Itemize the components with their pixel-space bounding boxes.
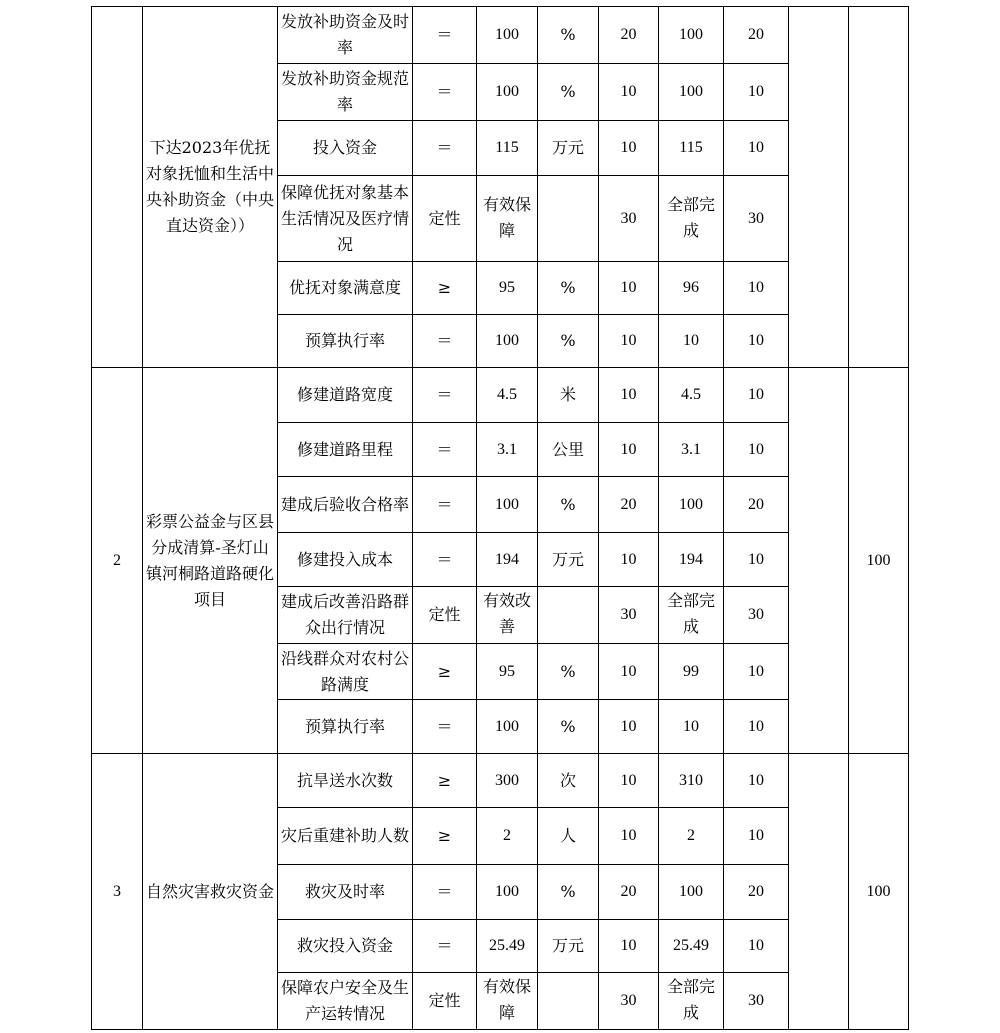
- project-name: 下达2023年优抚对象抚恤和生活中央补助资金（中央直达资金））: [143, 7, 278, 368]
- blank-cell: [789, 7, 849, 368]
- indicator-target: 3.1: [477, 423, 538, 477]
- indicator-name: 建成后验收合格率: [278, 477, 413, 533]
- indicator-operator: ≥: [413, 644, 477, 700]
- indicator-score: 10: [724, 315, 789, 368]
- indicator-operator: ＝: [413, 368, 477, 423]
- indicator-target: 100: [477, 315, 538, 368]
- indicator-weight: 10: [599, 644, 659, 700]
- indicator-actual: 全部完成: [659, 176, 724, 262]
- indicator-unit: %: [538, 7, 599, 64]
- indicator-target: 2: [477, 808, 538, 865]
- indicator-target: 100: [477, 7, 538, 64]
- indicator-target: 有效保障: [477, 973, 538, 1030]
- indicator-score: 10: [724, 423, 789, 477]
- indicator-score: 30: [724, 587, 789, 644]
- indicator-score: 30: [724, 176, 789, 262]
- indicator-operator: ＝: [413, 315, 477, 368]
- indicator-unit: [538, 587, 599, 644]
- indicator-score: 10: [724, 754, 789, 808]
- indicator-unit: [538, 176, 599, 262]
- indicator-target: 100: [477, 865, 538, 920]
- indicator-weight: 30: [599, 176, 659, 262]
- indicator-score: 20: [724, 865, 789, 920]
- indicator-target: 115: [477, 121, 538, 176]
- indicator-weight: 20: [599, 865, 659, 920]
- table-row: [92, 368, 909, 423]
- indicator-operator: ＝: [413, 423, 477, 477]
- indicator-unit: %: [538, 64, 599, 121]
- indicator-target: 有效保障: [477, 176, 538, 262]
- indicator-actual: 100: [659, 64, 724, 121]
- indicator-actual: 100: [659, 477, 724, 533]
- indicator-target: 4.5: [477, 368, 538, 423]
- indicator-name: 沿线群众对农村公路满度: [278, 644, 413, 700]
- indicator-score: 20: [724, 7, 789, 64]
- indicator-weight: 10: [599, 121, 659, 176]
- indicator-target: 100: [477, 64, 538, 121]
- project-name: 自然灾害救灾资金: [143, 754, 278, 1030]
- indicator-score: 10: [724, 64, 789, 121]
- indicator-name: 发放补助资金规范率: [278, 64, 413, 121]
- indicator-operator: 定性: [413, 587, 477, 644]
- indicator-target: 300: [477, 754, 538, 808]
- blank-cell: [789, 368, 849, 754]
- indicator-actual: 10: [659, 315, 724, 368]
- indicator-weight: 20: [599, 7, 659, 64]
- indicator-actual: 全部完成: [659, 587, 724, 644]
- indicator-weight: 10: [599, 920, 659, 973]
- indicator-weight: 20: [599, 477, 659, 533]
- indicator-operator: ≥: [413, 808, 477, 865]
- project-number: [92, 7, 143, 368]
- indicator-name: 修建道路宽度: [278, 368, 413, 423]
- project-name: 彩票公益金与区县分成清算-圣灯山镇河桐路道路硬化项目: [143, 368, 278, 754]
- indicator-weight: 10: [599, 368, 659, 423]
- indicator-unit: %: [538, 315, 599, 368]
- indicator-name: 投入资金: [278, 121, 413, 176]
- indicator-target: 95: [477, 644, 538, 700]
- indicator-name: 抗旱送水次数: [278, 754, 413, 808]
- indicator-operator: ＝: [413, 64, 477, 121]
- performance-table: [91, 6, 909, 1030]
- indicator-unit: %: [538, 477, 599, 533]
- indicator-score: 10: [724, 920, 789, 973]
- indicator-name: 保障优抚对象基本生活情况及医疗情况: [278, 176, 413, 262]
- indicator-name: 灾后重建补助人数: [278, 808, 413, 865]
- indicator-actual: 3.1: [659, 423, 724, 477]
- indicator-name: 修建道路里程: [278, 423, 413, 477]
- indicator-score: 10: [724, 262, 789, 315]
- indicator-score: 10: [724, 808, 789, 865]
- indicator-operator: ＝: [413, 700, 477, 754]
- indicator-unit: 次: [538, 754, 599, 808]
- indicator-target: 100: [477, 700, 538, 754]
- indicator-operator: 定性: [413, 973, 477, 1030]
- indicator-score: 10: [724, 121, 789, 176]
- indicator-weight: 10: [599, 808, 659, 865]
- indicator-unit: 万元: [538, 533, 599, 587]
- indicator-actual: 全部完成: [659, 973, 724, 1030]
- table-row: [92, 754, 909, 808]
- table-row: [92, 7, 909, 64]
- indicator-weight: 10: [599, 533, 659, 587]
- indicator-actual: 194: [659, 533, 724, 587]
- indicator-score: 10: [724, 644, 789, 700]
- indicator-operator: 定性: [413, 176, 477, 262]
- indicator-operator: ＝: [413, 477, 477, 533]
- indicator-name: 预算执行率: [278, 315, 413, 368]
- indicator-name: 建成后改善沿路群众出行情况: [278, 587, 413, 644]
- indicator-actual: 310: [659, 754, 724, 808]
- indicator-weight: 10: [599, 315, 659, 368]
- indicator-score: 10: [724, 368, 789, 423]
- indicator-name: 保障农户安全及生产运转情况: [278, 973, 413, 1030]
- indicator-unit: %: [538, 262, 599, 315]
- indicator-actual: 2: [659, 808, 724, 865]
- project-total-score: 100: [849, 368, 909, 754]
- indicator-weight: 10: [599, 700, 659, 754]
- indicator-operator: ＝: [413, 533, 477, 587]
- indicator-actual: 99: [659, 644, 724, 700]
- indicator-operator: ＝: [413, 7, 477, 64]
- indicator-target: 100: [477, 477, 538, 533]
- indicator-score: 10: [724, 533, 789, 587]
- indicator-operator: ＝: [413, 121, 477, 176]
- indicator-unit: 公里: [538, 423, 599, 477]
- indicator-unit: %: [538, 700, 599, 754]
- indicator-unit: %: [538, 644, 599, 700]
- indicator-name: 救灾投入资金: [278, 920, 413, 973]
- table-body: [92, 7, 909, 1030]
- indicator-actual: 96: [659, 262, 724, 315]
- indicator-operator: ≥: [413, 754, 477, 808]
- indicator-weight: 10: [599, 754, 659, 808]
- project-number: 2: [92, 368, 143, 754]
- indicator-operator: ＝: [413, 920, 477, 973]
- indicator-name: 修建投入成本: [278, 533, 413, 587]
- indicator-target: 25.49: [477, 920, 538, 973]
- indicator-weight: 30: [599, 973, 659, 1030]
- indicator-actual: 10: [659, 700, 724, 754]
- indicator-actual: 115: [659, 121, 724, 176]
- indicator-weight: 10: [599, 262, 659, 315]
- indicator-unit: 人: [538, 808, 599, 865]
- indicator-unit: 万元: [538, 121, 599, 176]
- indicator-operator: ＝: [413, 865, 477, 920]
- indicator-weight: 10: [599, 64, 659, 121]
- indicator-unit: 米: [538, 368, 599, 423]
- indicator-target: 95: [477, 262, 538, 315]
- indicator-unit: 万元: [538, 920, 599, 973]
- indicator-name: 预算执行率: [278, 700, 413, 754]
- indicator-name: 发放补助资金及时率: [278, 7, 413, 64]
- indicator-target: 194: [477, 533, 538, 587]
- indicator-weight: 10: [599, 423, 659, 477]
- blank-cell: [789, 754, 849, 1030]
- indicator-score: 30: [724, 973, 789, 1030]
- indicator-actual: 25.49: [659, 920, 724, 973]
- project-total-score: [849, 7, 909, 368]
- indicator-unit: %: [538, 865, 599, 920]
- indicator-score: 20: [724, 477, 789, 533]
- indicator-actual: 100: [659, 7, 724, 64]
- project-total-score: 100: [849, 754, 909, 1030]
- project-number: 3: [92, 754, 143, 1030]
- indicator-unit: [538, 973, 599, 1030]
- indicator-score: 10: [724, 700, 789, 754]
- indicator-actual: 100: [659, 865, 724, 920]
- indicator-name: 救灾及时率: [278, 865, 413, 920]
- indicator-weight: 30: [599, 587, 659, 644]
- indicator-name: 优抚对象满意度: [278, 262, 413, 315]
- indicator-operator: ≥: [413, 262, 477, 315]
- indicator-actual: 4.5: [659, 368, 724, 423]
- indicator-target: 有效改善: [477, 587, 538, 644]
